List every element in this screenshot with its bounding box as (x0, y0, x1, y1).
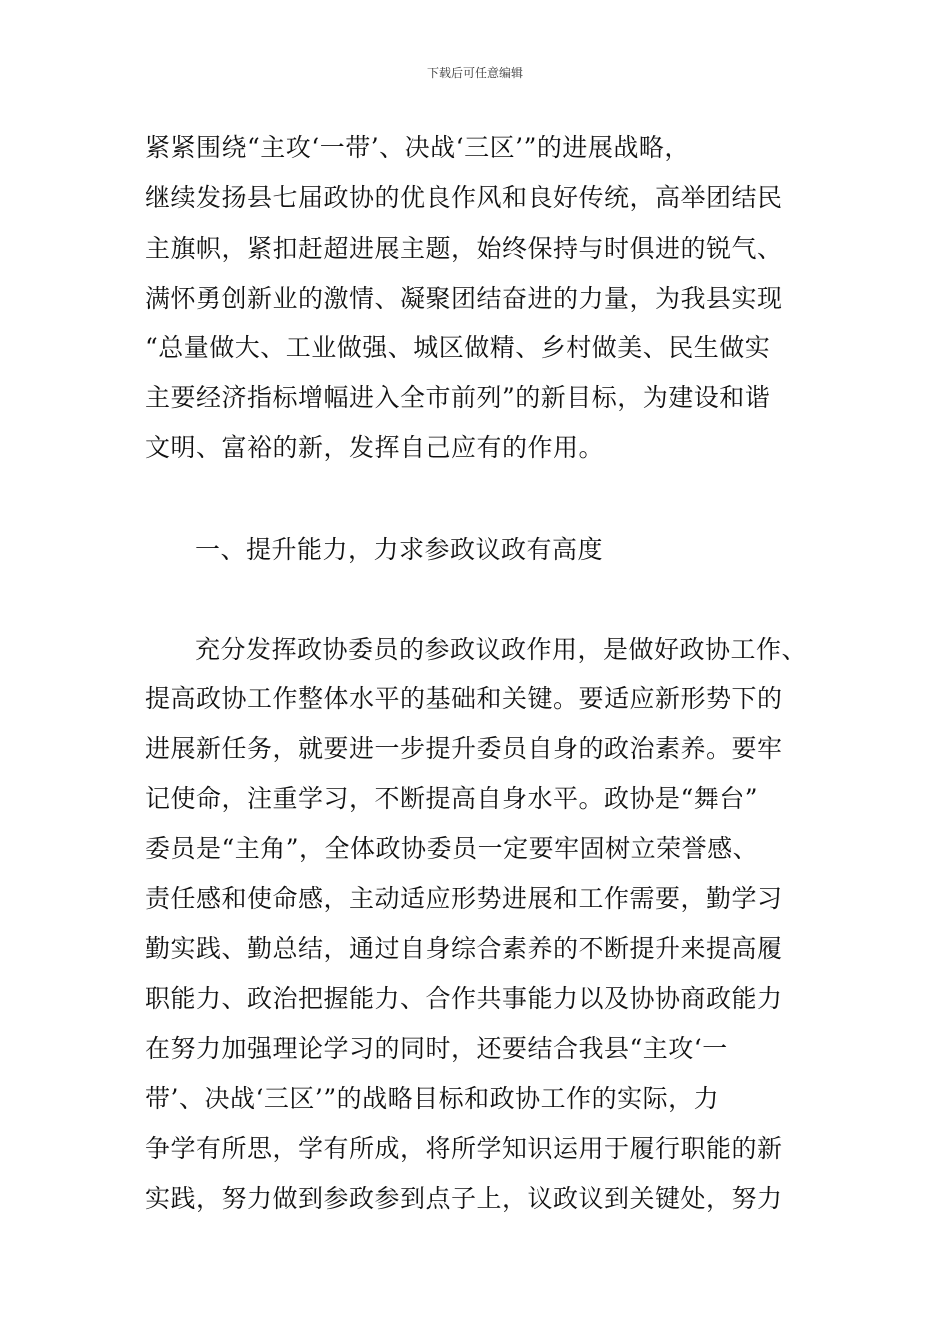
text-line: 在努力加强理论学习的同时，还要结合我县“主攻‘一 (145, 1034, 728, 1063)
text-line: 职能力、政治把握能力、合作共事能力以及协协商政能力 (145, 984, 783, 1013)
text-line: 争学有所思，学有所成，将所学知识运用于履行职能的新 (145, 1134, 783, 1163)
text-line: 记使命，注重学习，不断提高自身水平。政协是“舞台” (145, 784, 759, 813)
text-line: 主要经济指标增幅进入全市前列”的新目标，为建设和谐 (145, 383, 771, 412)
page-header: 下载后可任意编辑 (426, 66, 523, 80)
text-line: 进展新任务，就要进一步提升委员自身的政治素养。要牢 (145, 734, 783, 763)
text-line: 责任感和使命感，主动适应形势进展和工作需要，勤学习 (145, 884, 783, 913)
text-line: 主旗帜，紧扣赶超进展主题，始终保持与时俱进的锐气、 (145, 234, 783, 263)
text-line: 满怀勇创新业的激情、凝聚团结奋进的力量，为我县实现 (145, 284, 783, 313)
text-line: 充分发挥政协委员的参政议政作用，是做好政协工作、 (195, 635, 808, 664)
text-line: 委员是“主角”，全体政协委员一定要牢固树立荣誉感、 (145, 834, 759, 863)
text-line: 紧紧围绕“主攻‘一带’、决战‘三区’”的进展战略， (145, 133, 690, 162)
text-line: 勤实践、勤总结，通过自身综合素养的不断提升来提高履 (145, 934, 783, 963)
text-line: 提高政协工作整体水平的基础和关键。要适应新形势下的 (145, 684, 783, 713)
text-line: 文明、富裕的新，发挥自己应有的作用。 (145, 433, 605, 462)
section-heading: 一、提升能力，力求参政议政有高度 (195, 535, 604, 564)
text-line: 继续发扬县七届政协的优良作风和良好传统，高举团结民 (145, 183, 783, 212)
text-line: “总量做大、工业做强、城区做精、乡村做美、民生做实 (145, 333, 771, 362)
text-line: 带’、决战‘三区’”的战略目标和政协工作的实际，力 (145, 1084, 720, 1113)
text-line: 实践，努力做到参政参到点子上，议政议到关键处，努力 (145, 1184, 783, 1213)
